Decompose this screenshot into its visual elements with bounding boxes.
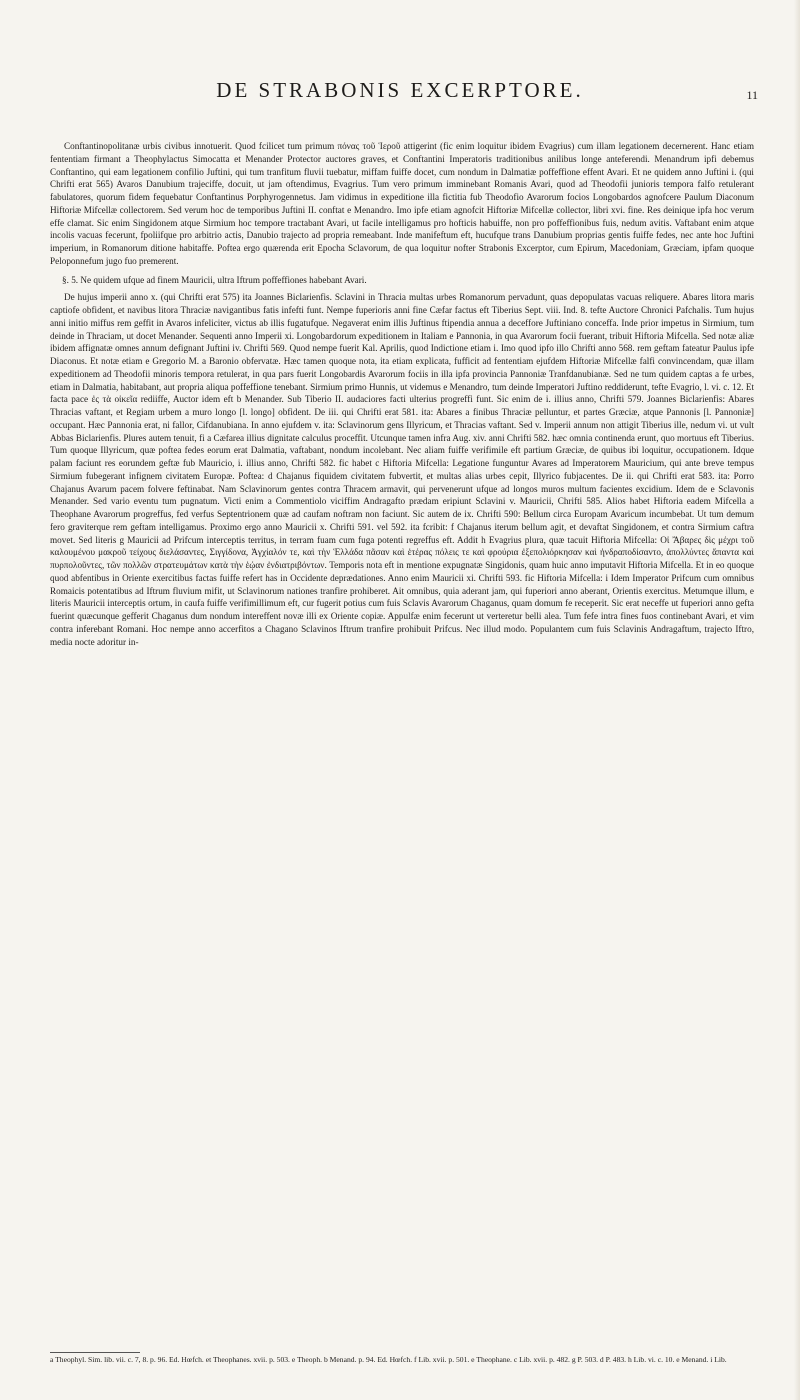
- page-edge-shadow: [794, 0, 800, 1400]
- body-text: [50, 140, 754, 648]
- paragraph: De hujus imperii anno x. (qui Chrifti erat 575) ita Joannes Biclarienfis. Sclavini in Thracia multas urbes Romanorum pervadunt, quas depopulatas vacuas reliquere. Abares litora maris captiofe obfident, et navibus litora Thraciæ navigantibus fatis infefti funt. Nempe fuperioris anni fine Cæfar factus eft Tiberius Sept. viii. Ind. 8. tefte Auctore Chronici Pafchalis. Tum hujus anni initio miffus rem geffit in Avaros infeliciter, victus ab illis fugatufque. Negaverat enim illis Juftinus ftipendia annua a deceffore Juftiniano conceffa. Inde prior impetus in Sirmium, tum deinde in Thraciam, ut docet Menander. Sequenti anno Imperii xi. Longobardorum expeditionem in Italiam e Pannonia, in qua Avarorum focii fuerant, tribuit Hiftoria Mifcella. Sed notæ aliæ ibidem affignatæ omnes annum defignant Juftini iv. Chrifti 569. Quod nempe fuerit Kal. Aprilis, quod Indictione etiam i. Imo quod ipfo illo Chrifti anno 568. rem geftam fateatur Paulus ipfe Diaconus. Et notæ etiam e Gregorio M. a Baronio obfervatæ. Hæc tamen quoque nota, ita etiam explicata, fufficit ad fententiam ejufdem Hiftoriæ Mifcellæ falfi convincendam, quæ illam expeditionem ad Theodofii minoris tempora retulerat, in qua pars fuerit Longobardis Avarorum fociis in illa ipfa provincia Pannoniæ Tranfdanubianæ. Sed ne tum quidem captas a fe urbes, etiam in Dalmatia, habitabant, aut propria aliqua poffeffione tenebant. Sirmium primo Hunnis, ut videmus e Menandro, tum deinde Imperatori Juftino reddiderunt, tefte Evagrio, l. vi. c. 12. Et facta pace ἐς τὰ οἰκεῖα rediiffe, Auctor idem eft b Menander. Sub Tiberio II. audaciores facti ulterius progreffi funt. Sic enim de i. illius anno, Chrifti 579. Joannes Biclarienfis: Abares Thracias vaftant, et Regiam urbem a muro longo [l. longo] obfident. De iii. qui Chrifti erat 581. ita: Abares a finibus Thraciæ pelluntur, et partes Græciæ, atque Pannonis [l. Pannoniæ] occupant. Hæc Pannonia erat, ni fallor, Cifdanubiana. In anno ejufdem v. ita: Sclavinorum gens Illyricum, et Thracias vaftant. Sed v. Imperii annum non attigit Tiberius ille, nedum vi. ut vult Abbas Biclarienfis. Plures autem tenuit, fi a Cæfarea illius dignitate calculus proceffit. Utcunque tamen infra Aug. xiv. anni Chrifti 582. hæc omnia continenda erunt, quo mortuus eft Tiberius. Tum quoque Illyricum, quæ poftea fedes eorum erat Dalmatia, vaftabant, nondum incolebant. Nec aliam fuiffe verifimile eft partium Græciæ, de quibus ibi loquitur, occupationem. Idque palam faciunt res eorundem geftæ fub Mauricio, i. illius anno, Chrifti 582. fic habet c Hiftoria Mifcella: Legatione funguntur Avares ad Imperatorem Mauricium, qui ante breve tempus Sirmium fubegerant infignem civitatem Europæ. Poftea: d Chajanus fiquidem civitatem fubvertit, et multas alias urbes cepit, Illyrico fubjacentes. De ii. qui Chrifti erat 583. ita: Porro Chajanus Avarum pacem folvere feftinabat. Nam Sclavinorum gentes contra Thracem armavit, qui pervenerunt ufque ad longos muros multum facientes excidium. Idem de e Sclavonis Menander. Sed vario eventu tum pugnatum. Victi enim a Commentiolo viciffim Andragafto prædam eripiunt Sclavini v. Mauricii, Chrifti 585. Alios habet Hiftoria eadem Mifcella a Theophane Avarorum progreffus, fed verfus Septentrionem quæ ad caufam noftram non faciunt. Sic autem de ix. Chrifti 590: Bellum circa Europam Avaricum incumbebat. Ut tum demum fero graviterque rem geftam intelligamus. Proximo ergo anno Mauricii x. Chrifti 591. vel 592. ita fcribit: f Chajanus iterum bellum agit, et devaftat Singidonem, et contra Sirmium caftra movet. Sed literis g Mauricii ad Prifcum interceptis territus, in terram fuam cum fuga potenti regreffus eft. Addit h Evagrius plura, quæ tacuit Hiftoria Mifcella: Οἱ Ἄβαρες δὶς μέχρι τοῦ καλουμένου μακροῦ τείχους διελάσαντες, Σιγγίδονα, Ἀγχίαλόν τε, καὶ τὴν Ἑλλάδα πᾶσαν καὶ ἑτέρας πόλεις τε καὶ φρούρια ἐξεπολιόρκησαν καὶ ἠνδραποδίσαντο, ἀπολλύντες ἅπαντα καὶ πυρπολοῦντες, τῶν πολλῶν στρατευμάτων κατὰ τὴν ἑῴαν ἐνδιατριβόντων. Temporis nota eft in mentione expugnatæ Singidonis, quam huic anno imputavit Hiftoria Mifcella. Et in eo quoque quod abfentibus in Oriente exercitibus factas fuiffe refert has in Occidente deprædationes. Anno enim Mauricii xi. Chrifti 593. fic Hiftoria Mifcella: i Idem Imperator Prifcum cum omnibus Romaicis potentatibus ad Iftrum fluvium mifit, ut Sclavinorum nationes tranfire prohiberet. Ait omnibus, quia aderant jam, qui fuperiori anno aberant, Orientis exercitus. Metumque illum, e literis Mauricii interceptis ortum, in caufa fuiffe verifimillimum eft, cur fugerit potius cum fuis Sclavis Avarorum Chaganus, quam domum fe receperit. Sic erat neceffe ut fuperiori anno gefta fuerint quæcunque gefferit Chaganus dum nondum intereffent novæ illi ex Oriente copiæ. Appulfæ enim fecerunt ut verteretur belli alea. Tum fefe intra fines fuos continebant Avari, et vim contra inferebant Romani. Hoc nempe anno accerfitos a Chagano Sclavinos Iftrum tranfire prohibuit Prifcus. Nec illud modo. Populantem cum fuis Sclavinis Andragaftum, trajecto Iftro, media nocte adoritur in-: [50, 292, 754, 647]
- paragraph: Conftantinopolitanæ urbis civibus innotuerit. Quod fcilicet tum primum πόνας τοῦ Ἱεροῦ attigerint (fic enim loquitur ibidem Evagrius) cum illam legationem decernerent. Hanc etiam fententiam firmant a Theophylactus Simocatta et Menander Protector auctores graves, et Conftantini Imperatoris traditionibus anilibus longe anteferendi. Menandrum ipfi debemus Conftantino, qui eam legationem confilio Juftini, qui tum tranfitum fluvii tuebatur, miffam fuiffe docet, cum nondum in Dalmatiæ poffeffione effent Avari. Et ne quidem anno Juftini i. (qui Chrifti erat 565) Avaros Danubium trajeciffe, docuit, ut jam oftendimus, Evagrius. Tum vero primum imminebant Romanis Avari, quod ad Theodofii junioris tempora falfo retulerant fabulatores, quorum fidem fequebatur Conftantinus Porphyrogennetus. Jam vidimus in expeditione illa fictitia fub Theodofio Avarorum focios Longobardos agnofcere Paulum Diaconum Hiftoriæ Mifcellæ collectorem. Sed verum hoc de temporibus Juftini II. conftat e Menandro. Imo ipfe etiam agnofcit Hiftoriæ Mifcellæ collector, libri xvi. fine. Res deinique ipfa hoc verum effe clamat. Sic enim Singidonem atque Sirmium hoc tempore tractabant Avari, ut facile intelligamus pro hofticis habuiffe, non pro poffeffionibus fuis, nedum avitis. Vaftabant enim atque incolis vacuas fecerunt, fpoliifque pro arbitrio actis, Danubio trajecto ad propria remeabant. Inde manifeftum eft, hucufque trans Danubium proprias gentis fuiffe fedes, nec ante hoc Juftini imperium, in Romanorum ditione habitaffe. Poftea ergo quærenda erit Epocha Sclavorum, de qua loquitur nofter Strabonis Excerptor, cum Epirum, Macedoniam, Græciam, ipfam quoque Peloponnefum jugo fuo premerent.: [50, 141, 754, 266]
- section-heading: §. 5. Ne quidem ufque ad finem Mauricii, ultra Iftrum poffeffiones habebant Avari.: [62, 274, 367, 285]
- running-title: DE STRABONIS EXCERPTORE.: [216, 78, 584, 102]
- footnotes: a Theophyl. Sim. lib. vii. c. 7, 8. p. 96. Ed. Hœfch. et Theophanes. xvii. p. 503. e Theoph. b Menand. p. 94. Ed. Hœfch. f Lib. xvii. p. 501. e Theophane. c Lib. xvii. p. 482. g P. 503. d P. 483. h Lib. vi. c. 10. e Menand. i Lib.: [50, 1352, 754, 1365]
- page-number: 11: [746, 88, 758, 102]
